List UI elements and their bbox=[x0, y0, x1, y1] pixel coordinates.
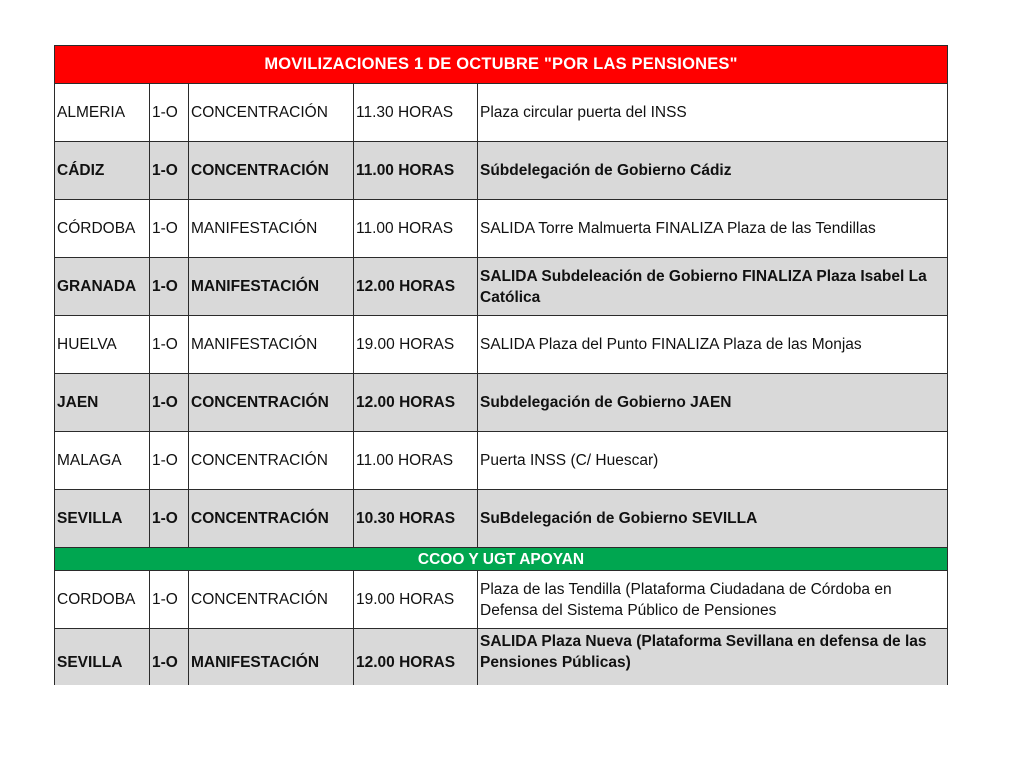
title-row bbox=[55, 46, 948, 84]
mobilizations-table bbox=[54, 45, 948, 685]
type-cell: CONCENTRACIÓN bbox=[189, 490, 354, 548]
city-cell: ALMERIA bbox=[55, 84, 150, 142]
city-cell: MALAGA bbox=[55, 432, 150, 490]
place-cell: SuBdelegación de Gobierno SEVILLA bbox=[478, 490, 948, 548]
date-cell: 1-O bbox=[150, 490, 189, 548]
time-cell: 10.30 HORAS bbox=[354, 490, 478, 548]
table-row bbox=[55, 84, 948, 142]
table-row bbox=[55, 258, 948, 316]
type-cell: CONCENTRACIÓN bbox=[189, 432, 354, 490]
type-cell: CONCENTRACIÓN bbox=[189, 374, 354, 432]
place-cell: Subdelegación de Gobierno JAEN bbox=[478, 374, 948, 432]
place-cell: Plaza circular puerta del INSS bbox=[478, 84, 948, 142]
time-cell: 11.00 HORAS bbox=[354, 432, 478, 490]
table-row bbox=[55, 490, 948, 548]
city-cell: CÁDIZ bbox=[55, 142, 150, 200]
table-row bbox=[55, 374, 948, 432]
city-cell: CORDOBA bbox=[55, 571, 150, 629]
city-cell: CÓRDOBA bbox=[55, 200, 150, 258]
table-row bbox=[55, 571, 948, 629]
date-cell: 1-O bbox=[150, 629, 189, 686]
table-row bbox=[55, 142, 948, 200]
type-cell: CONCENTRACIÓN bbox=[189, 84, 354, 142]
city-cell: JAEN bbox=[55, 374, 150, 432]
date-cell: 1-O bbox=[150, 84, 189, 142]
city-cell: GRANADA bbox=[55, 258, 150, 316]
place-cell: SALIDA Plaza del Punto FINALIZA Plaza de las Monjas bbox=[478, 316, 948, 374]
place-cell: Plaza de las Tendilla (Plataforma Ciudadana de Córdoba en Defensa del Sistema Público de Pensiones bbox=[478, 571, 948, 629]
city-cell: SEVILLA bbox=[55, 629, 150, 686]
date-cell: 1-O bbox=[150, 374, 189, 432]
table-row bbox=[55, 316, 948, 374]
mobilizations-sheet bbox=[54, 45, 947, 685]
type-cell: MANIFESTACIÓN bbox=[189, 200, 354, 258]
place-cell: SALIDA Torre Malmuerta FINALIZA Plaza de las Tendillas bbox=[478, 200, 948, 258]
place-cell: SALIDA Plaza Nueva (Plataforma Sevillana en defensa de las Pensiones Públicas) bbox=[478, 629, 948, 686]
date-cell: 1-O bbox=[150, 200, 189, 258]
city-cell: SEVILLA bbox=[55, 490, 150, 548]
place-cell: SALIDA Subdeleación de Gobierno FINALIZA Plaza Isabel La Católica bbox=[478, 258, 948, 316]
time-cell: 19.00 HORAS bbox=[354, 316, 478, 374]
type-cell: CONCENTRACIÓN bbox=[189, 142, 354, 200]
date-cell: 1-O bbox=[150, 571, 189, 629]
time-cell: 11.00 HORAS bbox=[354, 200, 478, 258]
type-cell: CONCENTRACIÓN bbox=[189, 571, 354, 629]
table-row bbox=[55, 629, 948, 686]
table-row bbox=[55, 432, 948, 490]
place-cell: Súbdelegación de Gobierno Cádiz bbox=[478, 142, 948, 200]
city-cell: HUELVA bbox=[55, 316, 150, 374]
time-cell: 11.00 HORAS bbox=[354, 142, 478, 200]
support-band-row bbox=[55, 548, 948, 571]
type-cell: MANIFESTACIÓN bbox=[189, 258, 354, 316]
place-cell: Puerta INSS (C/ Huescar) bbox=[478, 432, 948, 490]
date-cell: 1-O bbox=[150, 432, 189, 490]
time-cell: 19.00 HORAS bbox=[354, 571, 478, 629]
date-cell: 1-O bbox=[150, 316, 189, 374]
table-title: MOVILIZACIONES 1 DE OCTUBRE "POR LAS PENSIONES" bbox=[55, 46, 948, 84]
table-row bbox=[55, 200, 948, 258]
date-cell: 1-O bbox=[150, 142, 189, 200]
time-cell: 11.30 HORAS bbox=[354, 84, 478, 142]
time-cell: 12.00 HORAS bbox=[354, 374, 478, 432]
type-cell: MANIFESTACIÓN bbox=[189, 629, 354, 686]
support-band-title: CCOO Y UGT APOYAN bbox=[55, 548, 948, 571]
time-cell: 12.00 HORAS bbox=[354, 258, 478, 316]
date-cell: 1-O bbox=[150, 258, 189, 316]
type-cell: MANIFESTACIÓN bbox=[189, 316, 354, 374]
time-cell: 12.00 HORAS bbox=[354, 629, 478, 686]
